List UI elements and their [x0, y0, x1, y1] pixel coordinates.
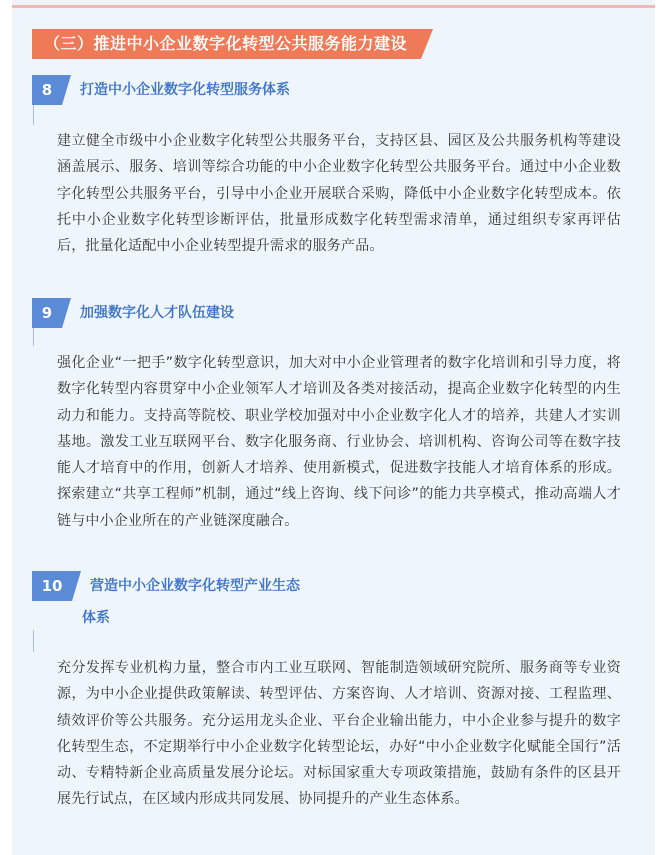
item-header-8 [32, 75, 290, 105]
section-title: （三）推进中小企业数字化转型公共服务能力建设 [32, 29, 421, 59]
item-rule [33, 328, 34, 346]
item-body: 建立健全市级中小企业数字化转型公共服务平台，支持区县、园区及公共服务机构等建设涵盖展示、服务、培训等综合功能的中小企业数字化转型公共服务平台。通过中小企业数字化转型公共服务平台，引导中小企业开展联合采购，降低中小企业数字化转型成本。依托中小企业数字化转型诊断评估，批量形成数字化转型需求清单，通过组织专家再评估后，批量化适配中小企业转型提升需求的服务产品。 [57, 133, 621, 255]
item-number-badge: 9 [32, 298, 62, 328]
section-banner [32, 29, 433, 59]
item-number-badge: 10 [32, 571, 72, 601]
item-rule [33, 630, 34, 652]
item-header-9 [32, 298, 234, 328]
item-title: 加强数字化人才队伍建设 [80, 305, 234, 321]
item-title-continuation: 体系 [82, 610, 110, 626]
item-rule [33, 105, 34, 125]
item-body: 强化企业“一把手”数字化转型意识，加大对中小企业管理者的数字化培训和引导力度，将数字化转型内容贯穿中小企业领军人才培训及各类对接活动，提高企业数字化转型的内生动力和能力。支持高等院校、职业学校加强对中小企业数字化人才的培养，共建人才实训基地。激发工业互联网平台、数字化服务商、行业协会、培训机构、咨询公司等在数字技能人才培育中的作用，创新人才培养、使用新模式，促进数字技能人才培育体系的形成。探索建立“共享工程师”机制，通过“线上咨询、线下问诊”的能力共享模式，推动高端人才链与中小企业所在的产业链深度融合。 [57, 355, 621, 529]
item-title: 营造中小企业数字化转型产业生态 [90, 578, 300, 594]
item-header-10 [32, 571, 300, 601]
top-divider [12, 5, 655, 8]
item-number-badge: 8 [32, 75, 62, 105]
item-body: 充分发挥专业机构力量，整合市内工业互联网、智能制造领域研究院所、服务商等专业资源，为中小企业提供政策解读、转型评估、方案咨询、人才培训、资源对接、工程监理、绩效评价等公共服务。充分运用龙头企业、平台企业输出能力，中小企业参与提升的数字化转型生态，不定期举行中小企业数字化转型论坛，办好“中小企业数字化赋能全国行”活动、专精特新企业高质量发展分论坛。对标国家重大专项政策措施，鼓励有条件的区县开展先行试点，在区域内形成共同发展、协同提升的产业生态体系。 [57, 660, 621, 808]
item-title: 打造中小企业数字化转型服务体系 [80, 82, 290, 98]
banner-tail-shape [421, 29, 433, 59]
